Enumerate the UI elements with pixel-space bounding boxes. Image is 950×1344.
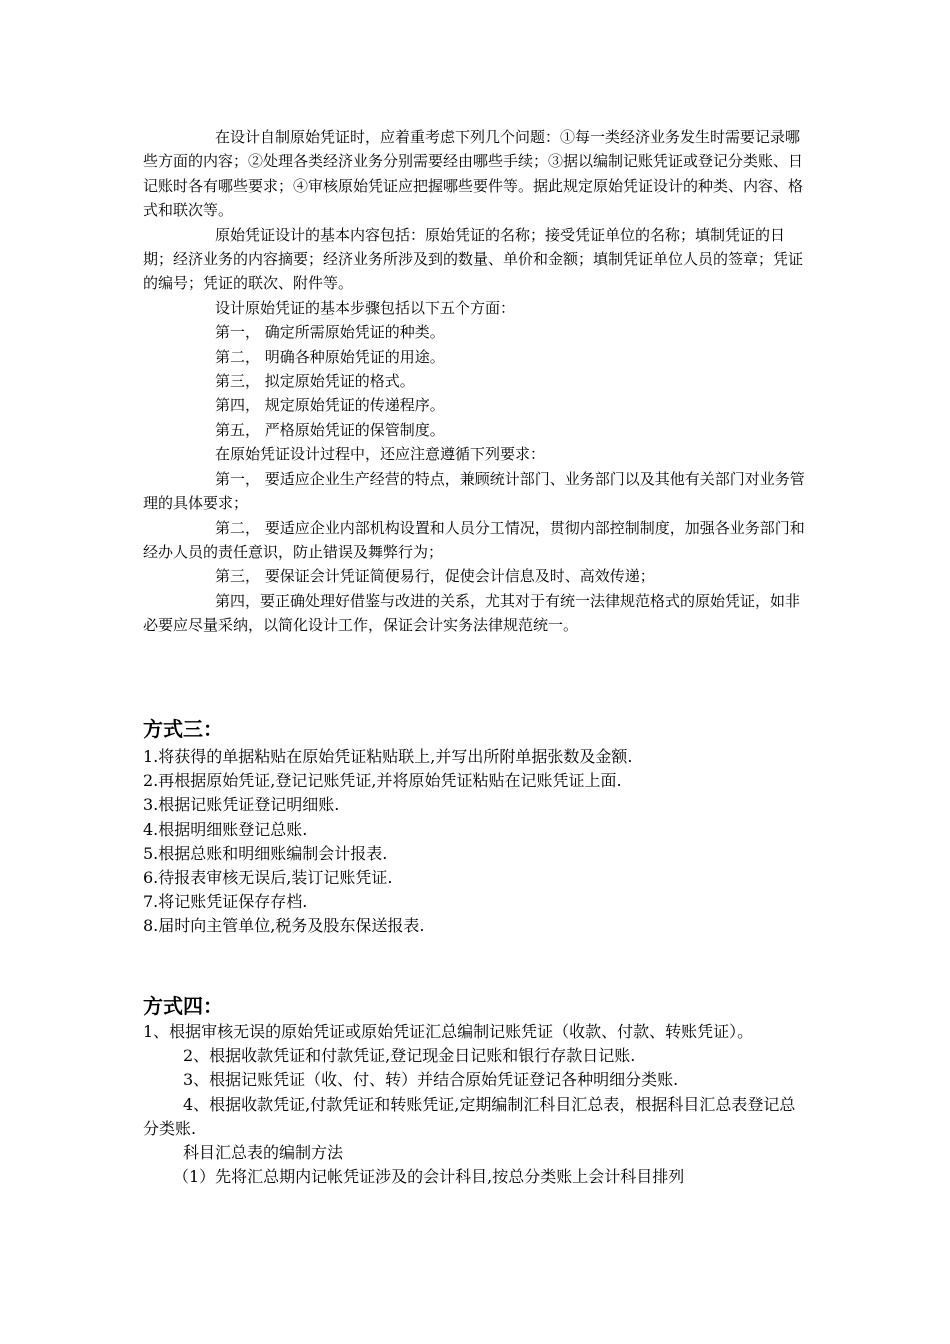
paragraph: 原始凭证设计的基本内容包括：原始凭证的名称；接受凭证单位的名称；填制凭证的日期；经济业务的内容摘要；经济业务所涉及到的数量、单价和金额；填制凭证单位人员的签章；凭证的编号；凭证的联次、附件等。 — [143, 225, 804, 293]
section-heading-method-3: 方式三： — [143, 717, 223, 741]
list-item: 2、根据收款凭证和付款凭证,登记现金日记账和银行存款日记账. — [183, 1046, 636, 1066]
list-item: 第四， 规定原始凭证的传递程序。 — [215, 396, 445, 415]
list-item: 3.根据记账凭证登记明细账. — [143, 795, 340, 815]
method-4-list — [143, 1020, 811, 1189]
design-guidelines-section — [143, 125, 811, 638]
paragraph: 设计原始凭证的基本步骤包括以下五个方面： — [215, 298, 516, 317]
list-item: 8.届时向主管单位,税务及股东保送报表. — [143, 916, 425, 936]
list-item: 第三， 拟定原始凭证的格式。 — [215, 372, 415, 391]
list-item: 4.根据明细账登记总账. — [143, 819, 308, 839]
paragraph: 在原始凭证设计过程中，还应注意遵循下列要求： — [215, 445, 546, 464]
list-item: 第二， 要适应企业内部机构设置和人员分工情况，贯彻内部控制制度，加强各业务部门和经办人员的责任意识，防止错误及舞弊行为； — [143, 518, 805, 561]
list-item: 第一， 确定所需原始凭证的种类。 — [215, 323, 445, 342]
list-item: 5.根据总账和明细账编制会计报表. — [143, 843, 388, 863]
list-item: （1）先将汇总期内记帐凭证涉及的会计科目,按总分类账上会计科目排列 — [173, 1167, 685, 1187]
list-item: 4、根据收款凭证,付款凭证和转账凭证,定期编制汇科目汇总表，根据科目汇总表登记总分类账. — [143, 1094, 796, 1138]
list-item: 7.将记账凭证保存存档. — [143, 892, 308, 912]
subheading: 科目汇总表的编制方法 — [183, 1143, 344, 1163]
list-item: 第三， 要保证会计凭证简便易行，促使会计信息及时、高效传递； — [215, 567, 655, 586]
list-item: 第五， 严格原始凭证的保管制度。 — [215, 420, 445, 439]
list-item: 2.再根据原始凭证,登记记账凭证,并将原始凭证粘贴在记账凭证上面. — [143, 771, 622, 791]
list-item: 3、根据记账凭证（收、付、转）并结合原始凭证登记各种明细分类账. — [183, 1070, 679, 1090]
paragraph: 在设计自制原始凭证时，应着重考虑下列几个问题：①每一类经济业务发生时需要记录哪些方面的内容；②处理各类经济业务分别需要经由哪些手续；③据以编制记账凭证或登记分类账、日记账时各有哪些要求；④审核原始凭证应把握哪些要件等。据此规定原始凭证设计的种类、内容、格式和联次等。 — [143, 128, 804, 220]
method-3-list — [143, 745, 811, 939]
list-item: 6.待报表审核无误后,装订记账凭证. — [143, 868, 393, 888]
list-item: 第一， 要适应企业生产经营的特点，兼顾统计部门、业务部门以及其他有关部门对业务管理的具体要求； — [143, 469, 805, 513]
list-item: 第四，要正确处理好借鉴与改进的关系，尤其对于有统一法律规范格式的原始凭证，如非必要应尽量采纳，以简化设计工作，保证会计实务法律规范统一。 — [143, 591, 801, 635]
list-item: 1.将获得的单据粘贴在原始凭证粘贴联上,并写出所附单据张数及金额. — [143, 747, 633, 766]
section-heading-method-4: 方式四： — [143, 994, 223, 1018]
list-item: 第二， 明确各种原始凭证的用途。 — [215, 347, 445, 366]
list-item: 1、根据审核无误的原始凭证或原始凭证汇总编制记账凭证（收款、付款、转账凭证）。 — [143, 1022, 754, 1041]
